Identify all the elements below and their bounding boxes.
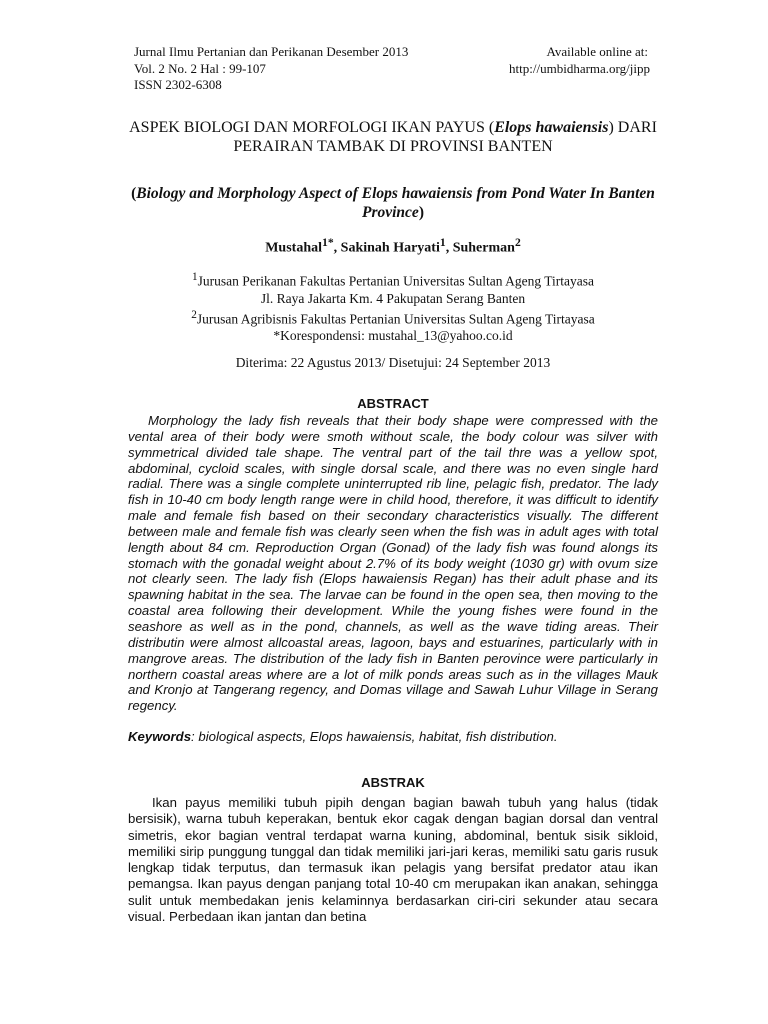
title-text-2: ) DARI PERAIRAN TAMBAK DI PROVINSI BANTEN: [233, 119, 657, 155]
author-1-affiliation: 1*: [322, 236, 334, 249]
journal-issn: ISSN 2302-6308: [134, 77, 222, 92]
title-text-1: ASPEK BIOLOGI DAN MORFOLOGI IKAN PAYUS (: [129, 119, 495, 136]
author-1: Mustahal: [265, 240, 323, 256]
affiliation-1: [128, 269, 658, 290]
journal-header: [134, 44, 408, 94]
author-2: Sakinah Haryati: [340, 240, 440, 256]
received-accepted-dates: Diterima: 22 Agustus 2013/ Disetujui: 24 September 2013: [235, 355, 551, 370]
correspondence-email: *Korespondensi: mustahal_13@yahoo.co.id: [273, 328, 513, 343]
author-2-affiliation: 1: [439, 236, 446, 249]
author-separator: ,: [333, 240, 341, 256]
subtitle-open-paren: (: [131, 185, 137, 202]
keywords-text: : biological aspects, Elops hawaiensis, habitat, fish distribution.: [191, 729, 558, 744]
paper-subtitle: [128, 184, 658, 222]
subtitle-text: Biology and Morphology Aspect of Elops hawaiensis from Pond Water In Banten Province: [136, 185, 655, 221]
affiliation-1-text: Jurusan Perikanan Fakultas Pertanian Universitas Sultan Ageng Tirtayasa: [197, 273, 594, 289]
affiliation-address: Jl. Raya Jakarta Km. 4 Pakupatan Serang Banten: [260, 290, 526, 306]
keywords-label: Keywords: [128, 729, 192, 744]
abstract-heading: ABSTRACT: [357, 396, 429, 411]
availability-header: [509, 44, 650, 77]
author-separator: ,: [445, 240, 453, 256]
abstrak-heading: ABSTRAK: [361, 775, 425, 790]
author-3: Suherman: [452, 240, 515, 256]
journal-url[interactable]: http://umbidharma.org/jipp: [509, 60, 650, 76]
journal-name: Jurnal Ilmu Pertanian dan Perikanan Desember 2013: [134, 44, 409, 59]
abstrak-body: Ikan payus memiliki tubuh pipih dengan bagian bawah tubuh yang halus (tidak bersisik), warna tubuh keperakan, bentuk ekor cagak dengan bagian dorsal dan ventral simetris, ekor bagian ventral terdapat warna kuning, abdominal, bentuk sisik sikloid, memiliki sirip punggung tunggal dan tidak memiliki jari-jari keras, memiliki satu garis rusuk lengkap tidak terputus, dan termasuk ikan pelagis yang bersifat predator atau ikan pemangsa. Ikan payus dengan panjang total 10-40 cm merupakan ikan anakan, sehingga sulit untuk membedakan jenis kelaminnya berdasarkan ciri-ciri sekunder atau secara visual. Perbedaan ikan jantan dan betina: [128, 795, 658, 925]
paper-title: [128, 118, 658, 156]
author-3-affiliation: 2: [514, 236, 521, 249]
affiliation-2-text: Jurusan Agribisnis Fakultas Pertanian Universitas Sultan Ageng Tirtayasa: [196, 311, 595, 326]
affiliation-1-marker: 1: [192, 271, 198, 283]
subtitle-close-paren: ): [418, 204, 424, 221]
title-species: Elops hawaiensis: [494, 119, 609, 136]
journal-volume: Vol. 2 No. 2 Hal : 99-107: [134, 60, 266, 76]
available-label: Available online at:: [546, 44, 648, 59]
affiliation-2-marker: 2: [191, 308, 197, 321]
affiliations: [128, 269, 658, 344]
author-list: [128, 236, 658, 257]
keywords: [128, 729, 658, 744]
abstract-body: Morphology the lady fish reveals that their body shape were compressed with the vental area of their body were smoth without scale, the body colour was silver with symmetrical divided tale shape. The ventral part of the tail thre was a yellow spot, abdominal, cycloid scales, with single dorsal scale, and there was no even single hard radial. There was a single complete uninterrupted rib line, pelagic fish, predator. The lady fish in 10-40 cm body length range were in child hood, therefore, it was difficult to identify male and female fish based on their secondary characteristics visually. The different between male and female fish was clearly seen when the fish was in adult ages with total length about 84 cm. Reproduction Organ (Gonad) of the lady fish was found alongs its stomach with the gonadal weight about 2.7% of its body weight (1030 gr) with ovum size not clearly seen. The lady fish (Elops hawaiensis Regan) has their adult phase and its spawning habitat in the sea. The larvae can be found in the open sea, then moving to the coastal area following their development. While the young fishes were found in the seashore as well as in the pond, channels, as well as the wave tiding areas. Their distributin were almost allcoastal areas, lagoon, bays and estuarines, particularly with in mangrove areas. The distribution of the lady fish in Banten perovince were particularly in northern coastal areas where are a lot of milk ponds areas such as in the villages Mauk and Kronjo at Tangerang regency, and Domas village and Sawah Luhur Village in Serang regency.: [128, 413, 658, 714]
affiliation-2: [128, 307, 658, 328]
